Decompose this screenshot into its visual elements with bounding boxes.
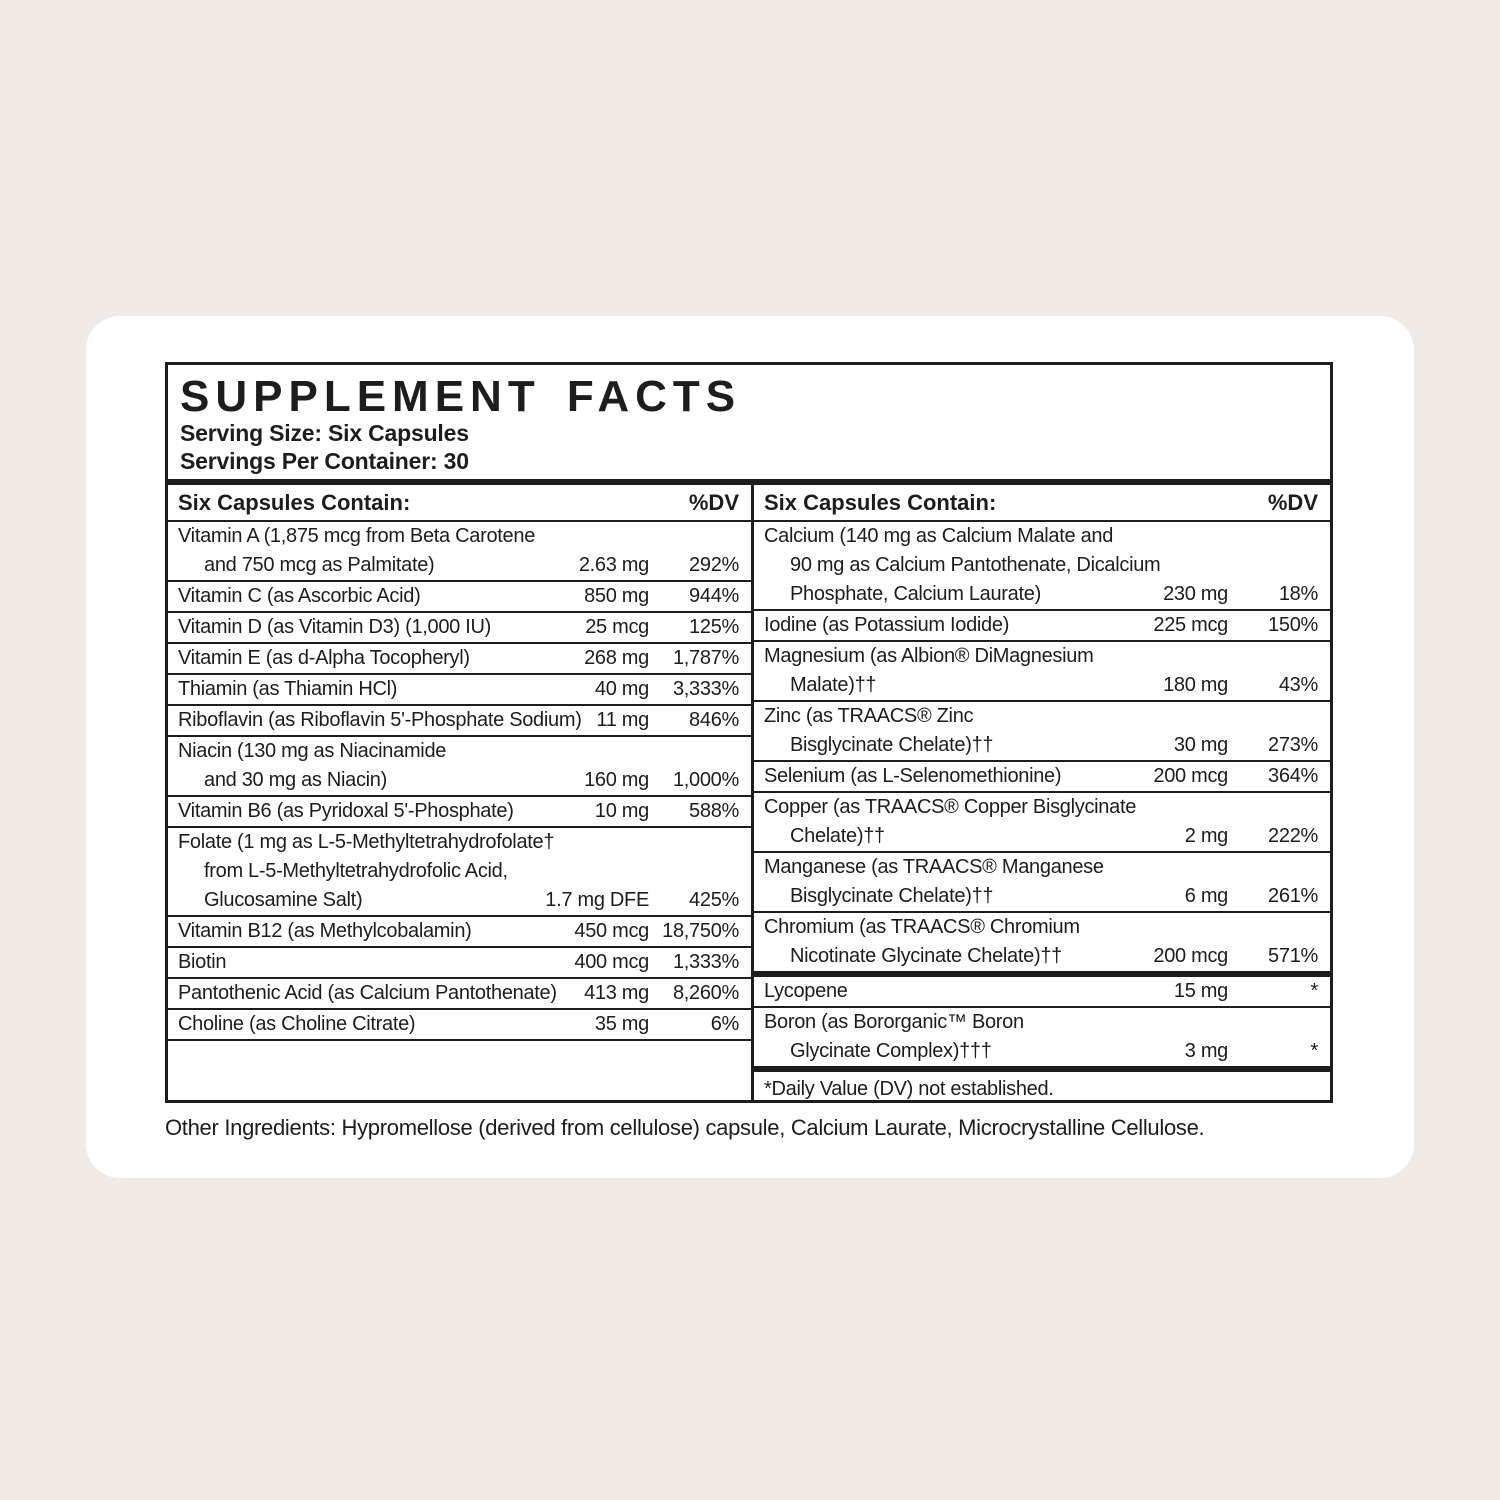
nutrient-name-line: 90 mg as Calcium Pantothenate, Dicalcium xyxy=(790,554,1161,576)
nutrient-row-values xyxy=(178,613,739,642)
nutrient-name-line: Bisglycinate Chelate)†† xyxy=(790,734,994,756)
nutrient-row xyxy=(168,613,751,644)
nutrient-amount: 180 mg xyxy=(1163,674,1228,696)
nutrient-amount: 15 mg xyxy=(1173,980,1228,1002)
nutrient-row xyxy=(168,582,751,613)
nutrient-name-line: Vitamin E (as d-Alpha Tocopheryl) xyxy=(178,647,470,669)
supplement-facts-panel xyxy=(165,362,1333,1103)
nutrient-row-values xyxy=(764,580,1318,609)
nutrient-name-line: Niacin (130 mg as Niacinamide xyxy=(178,740,447,762)
nutrient-name-line: Calcium (140 mg as Calcium Malate and xyxy=(764,525,1114,547)
nutrient-row xyxy=(754,793,1330,853)
nutrient-dv: 261% xyxy=(1268,885,1318,907)
dv-header-label: %DV xyxy=(688,490,739,515)
nutrient-row-values xyxy=(178,1010,739,1039)
dv-header-label: %DV xyxy=(1267,490,1318,515)
nutrient-row xyxy=(168,737,751,797)
nutrient-dv: 364% xyxy=(1268,765,1318,787)
nutrient-dv: 292% xyxy=(689,554,739,576)
nutrient-name-line: Bisglycinate Chelate)†† xyxy=(790,885,994,907)
nutrient-name-line: Manganese (as TRAACS® Manganese xyxy=(764,856,1104,878)
nutrient-dv: 273% xyxy=(1268,734,1318,756)
nutrient-row xyxy=(168,706,751,737)
nutrient-row xyxy=(754,762,1330,793)
nutrient-name-line: Glycinate Complex)††† xyxy=(790,1040,992,1062)
nutrient-amount: 35 mg xyxy=(594,1013,649,1035)
nutrient-row-values xyxy=(764,822,1318,851)
nutrient-dv: 8,260% xyxy=(672,982,739,1004)
nutrient-row xyxy=(754,853,1330,913)
nutrient-dv: 425% xyxy=(689,889,739,911)
nutrient-row xyxy=(168,979,751,1010)
nutrient-row-values xyxy=(764,671,1318,700)
nutrient-row-values xyxy=(764,762,1318,791)
nutrient-row xyxy=(168,1010,751,1041)
nutrient-row xyxy=(754,611,1330,642)
nutrient-name-line: Folate (1 mg as L-5-Methyltetrahydrofolate† xyxy=(178,831,555,853)
nutrient-amount: 30 mg xyxy=(1173,734,1228,756)
nutrient-name-line: Vitamin A (1,875 mcg from Beta Carotene xyxy=(178,525,536,547)
nutrient-row-values xyxy=(178,979,739,1008)
nutrient-row xyxy=(754,1008,1330,1072)
nutrient-amount: 25 mcg xyxy=(585,616,649,638)
nutrient-name-line: and 750 mcg as Palmitate) xyxy=(204,554,435,576)
nutrient-row xyxy=(168,948,751,979)
supplement-facts-card xyxy=(86,316,1414,1178)
nutrient-dv: 571% xyxy=(1268,945,1318,967)
nutrient-row-values xyxy=(178,917,739,946)
nutrient-amount: 850 mg xyxy=(584,585,649,607)
nutrient-row xyxy=(168,917,751,948)
nutrient-name-line: Nicotinate Glycinate Chelate)†† xyxy=(790,945,1062,967)
nutrient-name-line: Selenium (as L-Selenomethionine) xyxy=(764,765,1062,787)
nutrient-row-values xyxy=(178,675,739,704)
nutrient-amount: 2 mg xyxy=(1184,825,1228,847)
nutrient-dv: 846% xyxy=(689,709,739,731)
nutrient-row-values xyxy=(178,582,739,611)
nutrient-amount: 450 mcg xyxy=(574,920,649,942)
nutrient-name-line: Vitamin C (as Ascorbic Acid) xyxy=(178,585,421,607)
nutrient-dv: 18,750% xyxy=(662,920,739,942)
nutrient-amount: 1.7 mg DFE xyxy=(545,889,649,911)
nutrient-dv: 588% xyxy=(689,800,739,822)
nutrient-dv: 43% xyxy=(1278,674,1318,696)
nutrient-name-line: Pantothenic Acid (as Calcium Pantothenate) xyxy=(178,982,557,1004)
nutrient-amount: 400 mcg xyxy=(574,951,649,973)
nutrient-amount: 160 mg xyxy=(584,769,649,791)
column-header-label: Six Capsules Contain: xyxy=(764,490,997,515)
nutrient-dv: * xyxy=(1310,1040,1318,1062)
nutrient-amount: 2.63 mg xyxy=(578,554,649,576)
nutrient-row-values xyxy=(178,797,739,826)
nutrient-name-line: Chelate)†† xyxy=(790,825,885,847)
nutrient-dv: 1,787% xyxy=(672,647,739,669)
nutrient-name-line: Riboflavin (as Riboflavin 5'-Phosphate Sodium) xyxy=(178,709,582,731)
nutrient-row xyxy=(168,797,751,828)
nutrient-amount: 10 mg xyxy=(594,800,649,822)
nutrient-dv: * xyxy=(1310,980,1318,1002)
nutrient-dv: 1,000% xyxy=(672,769,739,791)
nutrient-row xyxy=(754,702,1330,762)
nutrient-dv: 222% xyxy=(1268,825,1318,847)
nutrient-row xyxy=(754,642,1330,702)
nutrient-row xyxy=(754,522,1330,611)
other-ingredients-text: Other Ingredients: Hypromellose (derived from cellulose) capsule, Calcium Laurate, Microcrystalline Cellulose. xyxy=(165,1115,1205,1140)
nutrient-amount: 268 mg xyxy=(584,647,649,669)
facts-column-right xyxy=(751,485,1330,1100)
nutrient-name-line: Malate)†† xyxy=(790,674,877,696)
nutrient-dv: 125% xyxy=(689,616,739,638)
nutrient-row-values xyxy=(764,977,1318,1006)
nutrient-name-line: and 30 mg as Niacin) xyxy=(204,769,387,791)
nutrient-name-line: Magnesium (as Albion® DiMagnesium xyxy=(764,645,1094,667)
nutrient-name-line: Choline (as Choline Citrate) xyxy=(178,1013,416,1035)
nutrient-dv: 3,333% xyxy=(672,678,739,700)
nutrient-name-line: Boron (as Bororganic™ Boron xyxy=(764,1011,1024,1033)
facts-header xyxy=(168,365,1330,479)
nutrient-dv: 944% xyxy=(689,585,739,607)
dv-footnote: *Daily Value (DV) not established. xyxy=(764,1078,1054,1100)
nutrient-name-line: Chromium (as TRAACS® Chromium xyxy=(764,916,1080,938)
nutrient-amount: 3 mg xyxy=(1184,1040,1228,1062)
nutrient-amount: 225 mcg xyxy=(1153,614,1228,636)
column-header xyxy=(168,485,751,522)
nutrient-row xyxy=(754,913,1330,977)
nutrient-amount: 230 mg xyxy=(1163,583,1228,605)
nutrient-name-line: Vitamin D (as Vitamin D3) (1,000 IU) xyxy=(178,616,492,638)
nutrient-row xyxy=(168,522,751,582)
nutrient-name-line: Vitamin B6 (as Pyridoxal 5'-Phosphate) xyxy=(178,800,514,822)
nutrient-amount: 200 mcg xyxy=(1153,945,1228,967)
column-header-label: Six Capsules Contain: xyxy=(178,490,411,515)
nutrient-row-values xyxy=(178,766,739,795)
nutrient-name-line: Glucosamine Salt) xyxy=(204,889,363,911)
nutrient-dv: 1,333% xyxy=(672,951,739,973)
panel-title: SUPPLEMENT FACTS xyxy=(180,372,742,421)
nutrient-name-line: Iodine (as Potassium Iodide) xyxy=(764,614,1010,636)
nutrient-row-values xyxy=(764,1037,1318,1066)
nutrient-amount: 6 mg xyxy=(1184,885,1228,907)
nutrient-amount: 413 mg xyxy=(584,982,649,1004)
nutrient-dv: 18% xyxy=(1278,583,1318,605)
nutrient-row-values xyxy=(178,551,739,580)
nutrient-name-line: from L-5-Methyltetrahydrofolic Acid, xyxy=(204,860,508,882)
nutrient-amount: 40 mg xyxy=(594,678,649,700)
nutrient-name-line: Vitamin B12 (as Methylcobalamin) xyxy=(178,920,472,942)
nutrient-row-values xyxy=(178,948,739,977)
nutrient-name-line: Biotin xyxy=(178,951,227,973)
nutrient-dv: 6% xyxy=(710,1013,739,1035)
servings-per-container-text: Servings Per Container: 30 xyxy=(180,448,469,474)
nutrient-name-line: Zinc (as TRAACS® Zinc xyxy=(764,705,974,727)
nutrient-row-values xyxy=(764,942,1318,971)
nutrient-row xyxy=(168,644,751,675)
nutrient-amount: 11 mg xyxy=(596,709,649,731)
nutrient-row-values xyxy=(178,886,739,915)
facts-columns xyxy=(168,485,1330,1100)
serving-size-text: Serving Size: Six Capsules xyxy=(180,420,469,446)
nutrient-row xyxy=(168,675,751,706)
nutrient-row xyxy=(168,828,751,917)
facts-column-left xyxy=(168,485,751,1100)
nutrient-name-line: Phosphate, Calcium Laurate) xyxy=(790,583,1041,605)
nutrient-row xyxy=(754,977,1330,1008)
nutrient-row-values xyxy=(764,731,1318,760)
nutrient-row-values xyxy=(764,882,1318,911)
nutrient-name-line: Copper (as TRAACS® Copper Bisglycinate xyxy=(764,796,1137,818)
nutrient-row-values xyxy=(178,706,739,735)
nutrient-row-values xyxy=(764,611,1318,640)
nutrient-dv: 150% xyxy=(1268,614,1318,636)
nutrient-name-line: Lycopene xyxy=(764,980,848,1002)
nutrient-amount: 200 mcg xyxy=(1153,765,1228,787)
nutrient-row-values xyxy=(178,644,739,673)
nutrient-name-line: Thiamin (as Thiamin HCl) xyxy=(178,678,398,700)
column-header xyxy=(754,485,1330,522)
